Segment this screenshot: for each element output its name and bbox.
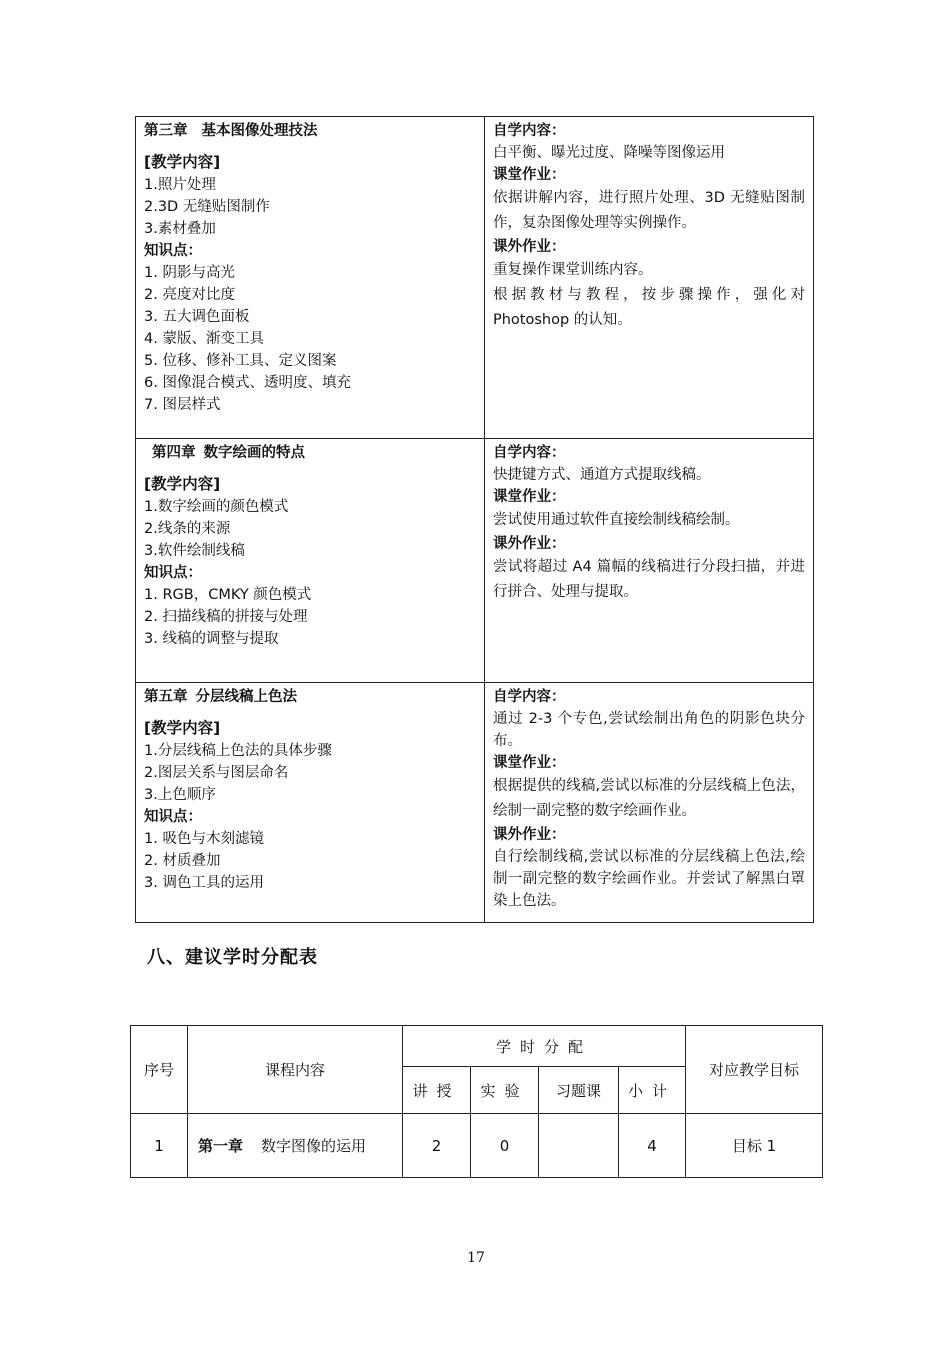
chapter-label: 第一章 — [198, 1137, 244, 1155]
list-item: 1. 吸色与木刻滤镜 — [144, 831, 264, 847]
cell-experiment: 0 — [471, 1114, 539, 1178]
chapter-title: 第三章 基本图像处理技法 — [144, 123, 318, 139]
classwork-label: 课堂作业： — [493, 489, 566, 505]
classwork-label: 课堂作业： — [493, 167, 566, 183]
self-study-text: 白平衡、曝光过度、降噪等图像运用 — [493, 145, 725, 161]
table-row — [136, 117, 814, 439]
table-row — [136, 439, 814, 683]
list-item: 3. 线稿的调整与提取 — [144, 631, 279, 647]
chapter-content-table — [135, 116, 814, 923]
table-row — [131, 1026, 823, 1067]
page-number: 17 — [467, 1250, 485, 1266]
list-item: 4. 蒙版、渐变工具 — [144, 331, 264, 347]
section-heading: 八、建议学时分配表 — [147, 947, 318, 968]
list-item: 2. 亮度对比度 — [144, 287, 235, 303]
homework-text: 重复操作课堂训练内容。 — [493, 262, 653, 278]
table-row — [131, 1114, 823, 1178]
chapter-title: 第四章 数字绘画的特点 — [152, 445, 305, 461]
list-item: 5. 位移、修补工具、定义图案 — [144, 353, 337, 369]
header-exercise: 习题课 — [539, 1067, 619, 1114]
classwork-label: 课堂作业： — [493, 755, 566, 771]
header-lecture: 讲授 — [403, 1067, 471, 1114]
cell-exercise — [539, 1114, 619, 1178]
homework-text: 自行绘制线稿,尝试以标准的分层线稿上色法,绘制一副完整的数字绘画作业。并尝试了解黑白罩染上色法。 — [493, 849, 805, 909]
knowledge-label: 知识点： — [144, 809, 202, 825]
content-text: 数字图像的运用 — [261, 1137, 367, 1155]
list-item: 2. 扫描线稿的拼接与处理 — [144, 609, 308, 625]
list-item: 7. 图层样式 — [144, 397, 221, 413]
cell-lecture: 2 — [403, 1114, 471, 1178]
list-item: 1.数字绘画的颜色模式 — [144, 499, 289, 515]
teaching-content-label: [教学内容] — [144, 719, 221, 737]
list-item: 3. 五大调色面板 — [144, 309, 250, 325]
homework-text: 尝试将超过 A4 篇幅的线稿进行分段扫描，并进行拼合、处理与提取。 — [493, 559, 805, 600]
list-item: 1. RGB，CMKY 颜色模式 — [144, 587, 312, 603]
classwork-text: 依据讲解内容，进行照片处理、3D 无缝贴图制作，复杂图像处理等实例操作。 — [493, 190, 805, 231]
homework-label: 课外作业： — [493, 827, 566, 843]
chapter-right-cell — [485, 117, 814, 439]
cell-subtotal: 4 — [619, 1114, 686, 1178]
list-item: 3.软件绘制线稿 — [144, 543, 245, 559]
list-item: 1.分层线稿上色法的具体步骤 — [144, 743, 332, 759]
homework-label: 课外作业： — [493, 239, 566, 255]
list-item: 2.图层关系与图层命名 — [144, 765, 289, 781]
list-item: 1.照片处理 — [144, 177, 216, 193]
table-row — [136, 683, 814, 923]
header-experiment: 实验 — [471, 1067, 539, 1114]
list-item: 2. 材质叠加 — [144, 853, 221, 869]
chapter-left-cell — [136, 683, 485, 923]
knowledge-label: 知识点： — [144, 243, 202, 259]
teaching-content-label: [教学内容] — [144, 153, 221, 171]
list-item: 3.素材叠加 — [144, 221, 216, 237]
homework-label: 课外作业： — [493, 536, 566, 552]
teaching-content-label: [教学内容] — [144, 475, 221, 493]
chapter-title: 第五章 分层线稿上色法 — [144, 689, 297, 705]
chapter-right-cell — [485, 439, 814, 683]
homework-text: 根据教材与教程，按步骤操作，强化对 Photoshop 的认知。 — [493, 287, 805, 328]
cell-seq: 1 — [131, 1114, 188, 1178]
knowledge-label: 知识点： — [144, 565, 202, 581]
header-allocation: 学时分配 — [403, 1026, 686, 1067]
header-goal: 对应教学目标 — [686, 1026, 823, 1114]
list-item: 6. 图像混合模式、透明度、填充 — [144, 375, 351, 391]
chapter-right-cell — [485, 683, 814, 923]
header-content: 课程内容 — [188, 1026, 403, 1114]
self-study-text: 快捷键方式、通道方式提取线稿。 — [493, 467, 711, 483]
self-study-label: 自学内容： — [493, 445, 566, 461]
self-study-label: 自学内容： — [493, 689, 566, 705]
chapter-left-cell — [136, 117, 485, 439]
list-item: 3.上色顺序 — [144, 787, 216, 803]
list-item: 2.线条的来源 — [144, 521, 231, 537]
hours-allocation-table — [130, 1025, 823, 1178]
cell-content — [188, 1114, 403, 1178]
classwork-text: 根据提供的线稿,尝试以标准的分层线稿上色法，绘制一副完整的数字绘画作业。 — [493, 778, 805, 819]
self-study-label: 自学内容： — [493, 123, 566, 139]
chapter-left-cell — [136, 439, 485, 683]
list-item: 2.3D 无缝贴图制作 — [144, 199, 270, 215]
header-seq: 序号 — [131, 1026, 188, 1114]
list-item: 3. 调色工具的运用 — [144, 875, 264, 891]
header-subtotal: 小计 — [619, 1067, 686, 1114]
classwork-text: 尝试使用通过软件直接绘制线稿绘制。 — [493, 512, 740, 528]
cell-goal: 目标 1 — [686, 1114, 823, 1178]
list-item: 1. 阴影与高光 — [144, 265, 235, 281]
self-study-text: 通过 2-3 个专色,尝试绘制出角色的阴影色块分布。 — [493, 711, 805, 749]
